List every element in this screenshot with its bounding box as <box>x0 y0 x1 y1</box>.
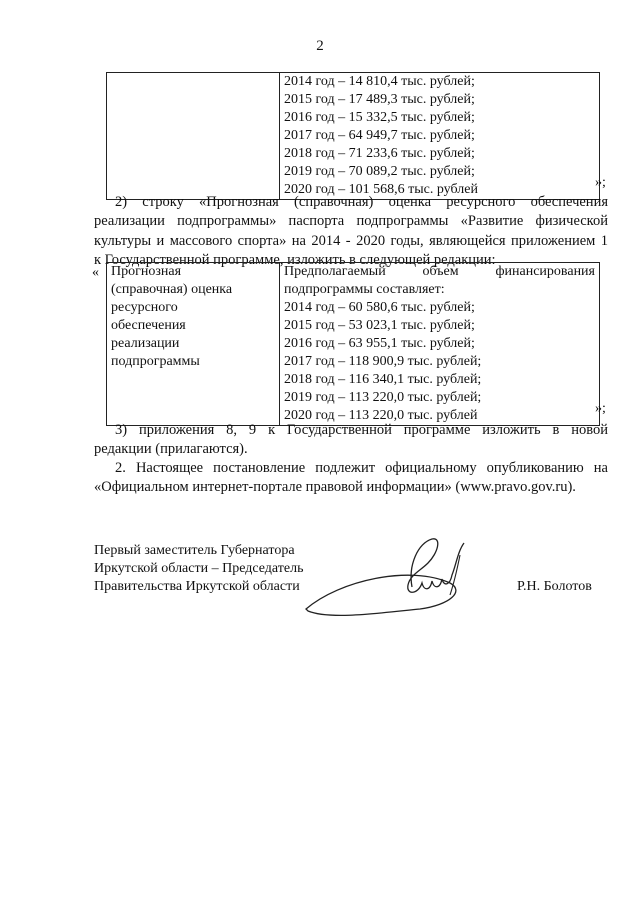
funding-table-continued <box>106 72 600 200</box>
item2-line: реализации подпрограммы» паспорта подпрограммы «Развитие физической <box>94 213 608 230</box>
table1-row: 2020 год – 101 568,6 тыс. рублей <box>284 182 478 197</box>
signatory-position <box>94 542 303 596</box>
table2-right-cell <box>280 263 600 426</box>
table1-row: 2018 год – 71 233,6 тыс. рублей; <box>284 146 475 161</box>
signatory-position-line: Первый заместитель Губернатора <box>94 543 295 558</box>
table2-right-line: Предполагаемый объем финансирования <box>284 264 595 279</box>
table1-row: 2019 год – 70 089,2 тыс. рублей; <box>284 164 475 179</box>
table2-left-line: Прогнозная <box>111 264 182 279</box>
table2-right-line: подпрограммы составляет: <box>284 282 445 297</box>
table2-left-line: подпрограммы <box>111 354 200 369</box>
table2-right-line: 2015 год – 53 023,1 тыс. рублей; <box>284 318 475 333</box>
point2-line: 2. Настоящее постановление подлежит официальному опубликованию на <box>115 460 608 476</box>
table2-left-line: (справочная) оценка <box>111 282 233 297</box>
table1-right-cell <box>280 73 600 200</box>
page-number: 2 <box>316 38 324 54</box>
table2-left-line: ресурсного <box>111 300 178 315</box>
item2-line: к Государственной программе, изложить в следующей редакции: <box>94 251 496 268</box>
table2-left-cell <box>107 263 280 426</box>
table1-row: 2016 год – 15 332,5 тыс. рублей; <box>284 110 475 125</box>
item3-paragraph <box>94 421 608 460</box>
item3-line: 3) приложения 8, 9 к Государственной программе изложить в новой <box>115 422 608 438</box>
signatory-position-line: Иркутской области – Председатель <box>94 561 304 576</box>
item3-line: редакции (прилагаются). <box>94 441 248 458</box>
signatory-name: Р.Н. Болотов <box>517 579 592 594</box>
handwritten-signature <box>300 525 480 625</box>
table1-row: 2014 год – 14 810,4 тыс. рублей; <box>284 74 475 89</box>
point2-line: «Официальном интернет-портале правовой информации» (www.pravo.gov.ru). <box>94 479 576 496</box>
point2-paragraph <box>94 459 608 498</box>
table1-close-quote: »; <box>595 175 606 190</box>
table2-left-line: обеспечения <box>111 318 186 333</box>
funding-table-new <box>106 262 600 426</box>
item2-line: 2) строку «Прогнозная (справочная) оценка ресурсного обеспечения <box>115 194 608 210</box>
item2-paragraph <box>94 193 608 270</box>
table2-close-quote: »; <box>595 401 606 416</box>
table2-right-line: 2016 год – 63 955,1 тыс. рублей; <box>284 336 475 351</box>
table1-left-cell <box>107 73 280 200</box>
table2-right-line: 2020 год – 113 220,0 тыс. рублей <box>284 408 478 423</box>
item2-line: культуры и массового спорта» на 2014 - 2020 годы, являющейся приложением 1 <box>94 232 608 249</box>
table1-row: 2015 год – 17 489,3 тыс. рублей; <box>284 92 475 107</box>
table2-right-line: 2018 год – 116 340,1 тыс. рублей; <box>284 372 482 387</box>
table2-right-line: 2017 год – 118 900,9 тыс. рублей; <box>284 354 482 369</box>
table2-right-line: 2019 год – 113 220,0 тыс. рублей; <box>284 390 482 405</box>
signatory-position-line: Правительства Иркутской области <box>94 579 300 594</box>
table2-open-quote: « <box>92 265 99 280</box>
table2-right-line: 2014 год – 60 580,6 тыс. рублей; <box>284 300 475 315</box>
table2-left-line: реализации <box>111 336 180 351</box>
table1-row: 2017 год – 64 949,7 тыс. рублей; <box>284 128 475 143</box>
